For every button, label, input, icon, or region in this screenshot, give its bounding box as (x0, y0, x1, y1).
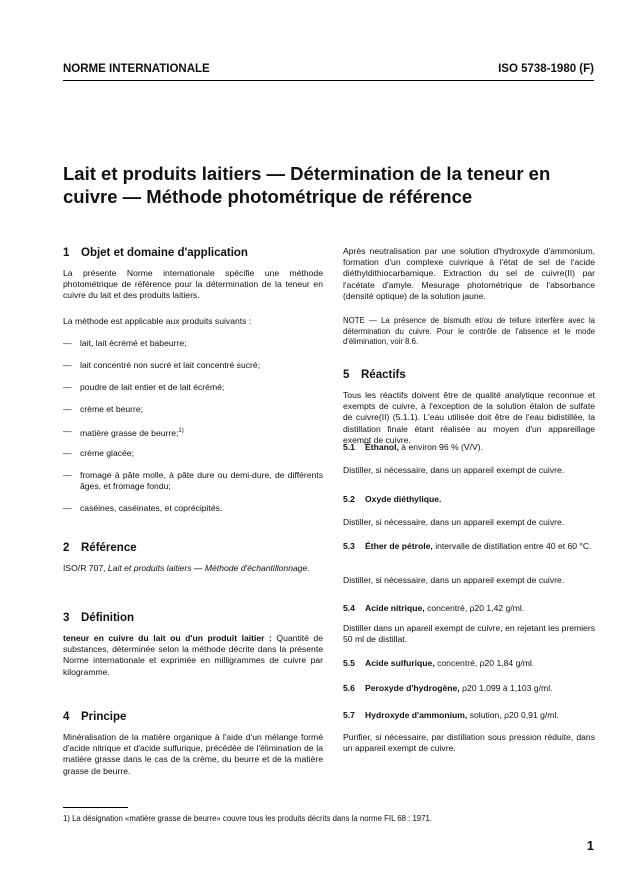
section-2 (63, 541, 323, 573)
reagent-5-3-desc: Distiller, si nécessaire, dans un appareil exempt de cuivre. (343, 575, 565, 585)
footnote-rule (63, 807, 128, 808)
section-3 (63, 611, 323, 677)
reagent-5-4: 5.4 Acide nitrique, concentré, ρ20 1,42 g/ml. (343, 603, 525, 613)
reagent-5-2-desc: Distiller, si nécessaire, dans un appareil exempt de cuivre. (343, 517, 565, 527)
section-1-scope: La méthode est applicable aux produits suivants : (63, 316, 252, 326)
section-5-heading: 5 Réactifs (343, 369, 406, 381)
footnote-ref: 1) (178, 428, 184, 434)
section-4 (63, 710, 323, 776)
section-4-para-2: Après neutralisation par une solution d'hydroxyde d'ammonium, formation d'un complexe cuivrique à l'état de sel de l'acide diéthyldithiocarbamique. Extraction du sel de cuivre(II) par l'acétate d'amyle. Mesurage photométrique de l'absorbance (densité optique) de la solution jaune. (343, 246, 595, 301)
section-4-heading: 4 Principe (63, 711, 127, 723)
section-1-intro: La présente Norme internationale spécifie une méthode photométrique de référence pour la détermination de la teneur en cuivre du lait et des produits laitiers. (63, 268, 323, 301)
reagent-5-6: 5.6 Peroxyde d'hydrogène, ρ20 1,099 à 1,103 g/ml. (343, 683, 553, 693)
section-2-text: ISO/R 707, Lait et produits laitiers — Méthode d'échantillonnage. (63, 563, 310, 573)
section-5-intro: Tous les réactifs doivent être de qualité analytique reconnue et exempts de cuivre, à l'exception de la solution étalon de sulfate de cuivre(II) (5.1.1). L'eau utilisée doit être de l'eau bidistillée, la distillation finale étant réalisée au moyen d'un appareillage exempt de cuivre. (343, 390, 595, 445)
section-2-heading: 2 Référence (63, 542, 137, 554)
page-number: 1 (586, 838, 594, 853)
page-header (63, 58, 594, 81)
section-4-note: NOTE — La présence de bismuth et/ou de tellure interfère avec la détermination du cuivre. Pour le contrôle de l'absence et le mode d'élimination, voir 8.6. (343, 316, 595, 346)
header-standard-number: ISO 5738-1980 (F) (498, 63, 594, 75)
reagent-5-7: 5.7 Hydroxyde d'ammonium, solution, ρ20 0,91 g/ml. (343, 710, 559, 720)
header-standard-type: NORME INTERNATIONALE (63, 63, 210, 75)
reagent-5-1: 5.1 Éthanol, à environ 96 % (V/V). (343, 442, 483, 452)
title-line-2: cuivre — Méthode photométrique de référence (63, 186, 473, 207)
section-3-heading: 3 Définition (63, 612, 135, 624)
title-line-1: Lait et produits laitiers — Détermination de la teneur en (63, 163, 551, 184)
section-1: 1 Objet et domaine d'application La présente Norme internationale spécifie une méthode photométrique de référence pour la détermination de la teneur en cuivre du lait et des produits laitiers. La méthode est applicable aux produits suivants : — lait, lait écrémé et babeurre; — lait concentré non sucré et lait concentré sucré; — poudre de lait entier et de lait écrémé; — crème et beurre; — matière grasse de beurre;$^{1)}$ — crème glacée; — fromage à pâte molle, à pâte dure ou demi-dure, de différents âges, et fromage fondu; — caséines, caséinates, et coprécipités. (63, 247, 323, 513)
footnote-text: 1) La désignation «matière grasse de beurre» couvre tous les produits décrits dans la norme FIL 68 : 1971. (63, 814, 432, 823)
reagent-5-7-desc: Purifier, si nécessaire, par distillation sous pression réduite, dans un appareil exempt de cuivre. (343, 732, 595, 754)
reagent-5-4-desc: Distiller dans un apareil exempt de cuivre, en rejetant les premiers 50 ml de distillat. (343, 623, 595, 645)
reagent-5-1-desc: Distiller, si nécessaire, dans un appareil exempt de cuivre. (343, 465, 565, 475)
reagent-5-5: 5.5 Acide sulfurique, concentré, ρ20 1,84 g/ml. (343, 658, 535, 668)
section-5 (343, 368, 595, 754)
section-4-para-1: Minéralisation de la matière organique à l'aide d'un mélange formé d'acide nitrique et d'acide sulfurique, précédée de l'élimination de la matière grasse dans le cas de la crème, du beurre et de la matière grasse de beurre. (63, 732, 323, 776)
reagent-5-2: 5.2 Oxyde diéthylique. (343, 494, 442, 504)
document-title (63, 162, 593, 208)
reagent-5-3: 5.3 Éther de pétrole, intervalle de distillation entre 40 et 60 °C. (343, 541, 592, 551)
section-3-text: teneur en cuivre du lait ou d'un produit laitier : Quantité de substances, déterminée selon la méthode décrite dans la présente Norme internationale et exprimée en milligrammes de cuivre par kilogramme. (63, 633, 323, 677)
section-1-heading: 1 Objet et domaine d'application (63, 247, 248, 259)
